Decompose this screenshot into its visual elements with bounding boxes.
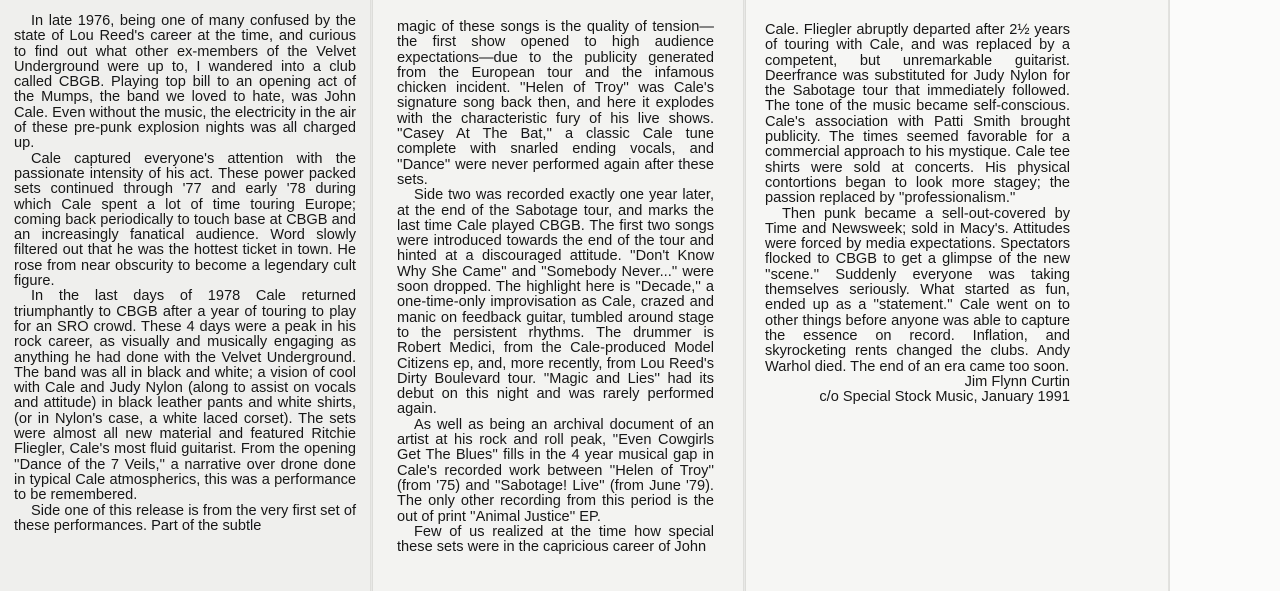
fold-line [370,0,373,591]
text-column-2 [397,20,714,555]
paragraph: In the last days of 1978 Cale returned triumphantly to CBGB after a year of touring to play for an SRO crowd. These 4 days were a peak in his rock career, as visually and musically engaging as anything he had done with the Velvet Underground. The band was all in black and white; a vision of cool with Cale and Judy Nylon (along to assist on vocals and attitude) in black leather pants and white shirts, (or in Nylon's case, a white laced corset). The sets were almost all new material and featured Ritchie Fliegler, Cale's most fluid guitarist. From the opening ''Dance of the 7 Veils,'' a narrative over drone done in typical Cale atmospherics, this was a performance to be remembered. [14,288,356,504]
page-margin [1170,0,1280,591]
paragraph: In late 1976, being one of many confused by the state of Lou Reed's career at the time, and curious to find out what other ex-members of the Velvet Underground were up to, I wandered into a club called CBGB. Playing top bill to an opening act of the Mumps, the band we loved to hate, was John Cale. Even without the music, the electricity in the air of these pre-punk explosion nights was all charged up. [14,13,356,152]
text-column-3 [765,23,1070,405]
fold-line [743,0,746,591]
paragraph: Then punk became a sell-out-covered by Time and Newsweek; sold in Macy's. Attitudes were forced by media expectations. Spectators flocked to CBGB to get a glimpse of the new ''scene.'' Suddenly everyone was taking themselves seriously. What started as fun, ended up as a ''statement.'' Cale went on to other things before anyone was able to capture the essence on record. Inflation, and skyrocketing rents changed the clubs. Andy Warhol died. The end of an era came too soon. [765,205,1070,375]
paragraph: Side one of this release is from the very first set of these performances. Part of the subtle [14,502,356,534]
paragraph: Few of us realized at the time how special these sets were in the capricious career of John [397,523,714,556]
signature-credit: c/o Special Stock Music, January 1991 [819,389,1070,406]
fold-line [1168,0,1170,591]
signature-name: Jim Flynn Curtin [964,373,1070,390]
paragraph: magic of these songs is the quality of tension— the first show opened to high audience expectations—due to the publicity generated from the European tour and the infamous chicken incident. ''Helen of Troy'' was Cale's signature song back then, and here it explodes with the characteristic fury of his live shows. ''Casey At The Bat,'' a classic Cale tune complete with snarled ending vocals, and ''Dance'' were never performed again after these sets. [397,19,714,188]
paragraph: As well as being an archival document of an artist at his rock and roll peak, ''Even Cowgirls Get The Blues'' fills in the 4 year musical gap in Cale's recorded work between ''Helen of Troy'' (from '75) and ''Sabotage! Live'' (from June '79). The only other recording from this period is the out of print ''Animal Justice'' EP. [397,416,714,525]
text-column-1 [14,14,356,534]
paragraph: Cale captured everyone's attention with the passionate intensity of his act. These power packed sets continued through '77 and early '78 during which Cale spent a lot of time touring Europe; coming back periodically to touch base at CBGB and an increasingly fanatical audience. Word slowly filtered out that he was the hottest ticket in town. He rose from near obscurity to become a legendary cult figure. [14,150,356,290]
paragraph: Side two was recorded exactly one year later, at the end of the Sabotage tour, and marks the last time Cale played CBGB. The first two songs were introduced towards the end of the tour and hinted at a discouraged attitude. ''Don't Know Why She Came'' and ''Somebody Never...'' were soon dropped. The highlight here is ''Decade,'' a one-time-only improvisation as Cale, crazed and manic on feedback guitar, tumbled around stage to the persistent rhythms. The drummer is Robert Medici, from the Cale-produced Model Citizens ep, and, more recently, from Lou Reed's Dirty Boulevard tour. ''Magic and Lies'' had its debut on this night and was rarely performed again. [397,187,714,418]
paragraph: Cale. Fliegler abruptly departed after 2½ years of touring with Cale, and was replaced by a competent, but unremarkable guitarist. Deerfrance was substituted for Judy Nylon for the Sabotage tour that immediately followed. The tone of the music became self-conscious. Cale's association with Patti Smith brought publicity. The times seemed favorable for a commercial approach to his mystique. Cale tee shirts were sold at concerts. His physical contortions began to look more stagey; the passion replaced by ''professionalism.'' [765,22,1070,207]
